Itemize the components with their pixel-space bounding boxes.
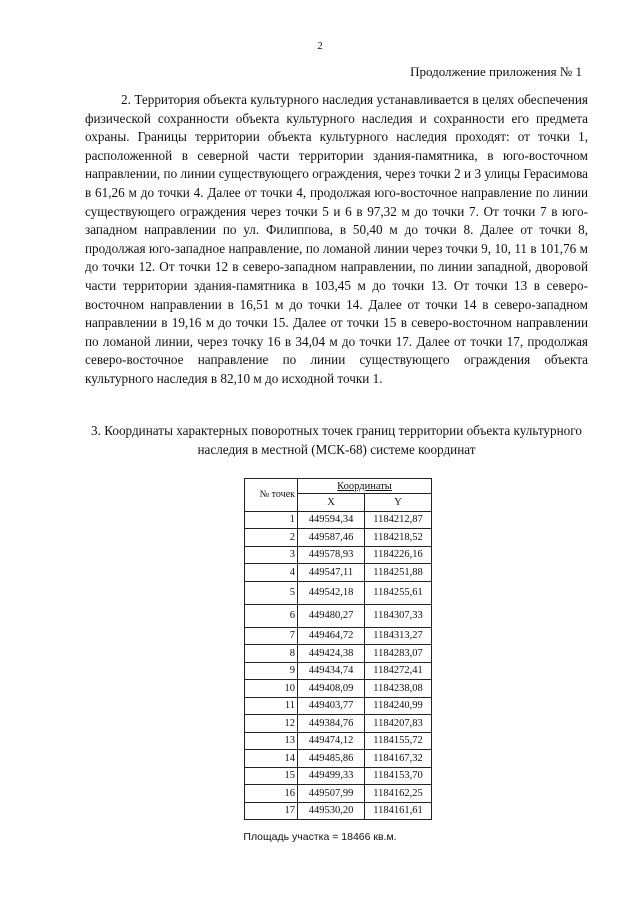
header-point-number: № точек bbox=[245, 479, 298, 512]
y-coordinate-cell: 1184272,41 bbox=[365, 662, 432, 680]
y-coordinate-cell: 1184212,87 bbox=[365, 511, 432, 529]
table-row bbox=[245, 511, 432, 529]
x-coordinate-cell: 449485,86 bbox=[298, 750, 365, 768]
y-coordinate-cell: 1184218,52 bbox=[365, 529, 432, 547]
x-coordinate-cell: 449474,12 bbox=[298, 732, 365, 750]
point-number-cell: 14 bbox=[245, 750, 298, 768]
section-3-heading: 3. Координаты характерных поворотных точек границ территории объекта культурного наследия в местной (МСК-68) системе координат bbox=[91, 423, 582, 457]
y-coordinate-cell: 1184207,83 bbox=[365, 715, 432, 733]
coordinates-table-body bbox=[245, 511, 432, 820]
x-coordinate-cell: 449507,99 bbox=[298, 785, 365, 803]
point-number-cell: 10 bbox=[245, 680, 298, 698]
table-row bbox=[245, 750, 432, 768]
y-coordinate-cell: 1184251,88 bbox=[365, 564, 432, 582]
point-number-cell: 4 bbox=[245, 564, 298, 582]
y-coordinate-cell: 1184155,72 bbox=[365, 732, 432, 750]
point-number-cell: 7 bbox=[245, 627, 298, 645]
y-coordinate-cell: 1184283,07 bbox=[365, 645, 432, 663]
point-number-cell: 17 bbox=[245, 802, 298, 820]
table-row bbox=[245, 546, 432, 564]
y-coordinate-cell: 1184226,16 bbox=[365, 546, 432, 564]
table-row bbox=[245, 785, 432, 803]
x-coordinate-cell: 449424,38 bbox=[298, 645, 365, 663]
point-number-cell: 6 bbox=[245, 604, 298, 627]
y-coordinate-cell: 1184161,61 bbox=[365, 802, 432, 820]
point-number-cell: 9 bbox=[245, 662, 298, 680]
area-note: Площадь участка = 18466 кв.м. bbox=[243, 831, 397, 843]
header-coordinates: Координаты bbox=[298, 479, 432, 494]
x-coordinate-cell: 449542,18 bbox=[298, 581, 365, 604]
x-coordinate-cell: 449547,11 bbox=[298, 564, 365, 582]
x-coordinate-cell: 449434,74 bbox=[298, 662, 365, 680]
y-coordinate-cell: 1184167,32 bbox=[365, 750, 432, 768]
header-x: X bbox=[298, 494, 365, 512]
table-row bbox=[245, 581, 432, 604]
x-coordinate-cell: 449530,20 bbox=[298, 802, 365, 820]
point-number-cell: 12 bbox=[245, 715, 298, 733]
table-row bbox=[245, 604, 432, 627]
table-row bbox=[245, 627, 432, 645]
y-coordinate-cell: 1184153,70 bbox=[365, 767, 432, 785]
point-number-cell: 15 bbox=[245, 767, 298, 785]
x-coordinate-cell: 449480,27 bbox=[298, 604, 365, 627]
point-number-cell: 13 bbox=[245, 732, 298, 750]
x-coordinate-cell: 449499,33 bbox=[298, 767, 365, 785]
x-coordinate-cell: 449578,93 bbox=[298, 546, 365, 564]
y-coordinate-cell: 1184307,33 bbox=[365, 604, 432, 627]
point-number-cell: 1 bbox=[245, 511, 298, 529]
table-row bbox=[245, 732, 432, 750]
table-row bbox=[245, 529, 432, 547]
x-coordinate-cell: 449384,76 bbox=[298, 715, 365, 733]
header-y: Y bbox=[365, 494, 432, 512]
table-row bbox=[245, 645, 432, 663]
table-row bbox=[245, 564, 432, 582]
point-number-cell: 3 bbox=[245, 546, 298, 564]
point-number-cell: 11 bbox=[245, 697, 298, 715]
y-coordinate-cell: 1184240,99 bbox=[365, 697, 432, 715]
table-row bbox=[245, 802, 432, 820]
y-coordinate-cell: 1184238,08 bbox=[365, 680, 432, 698]
section-2-paragraph: 2. Территория объекта культурного наследия устанавливается в целях обеспечения физической сохранности объекта культурного наследия и сохранности его предмета охраны. Границы территории объекта культурного наследия проходят: от точки 1, расположенной в северной части территории здания-памятника, в юго-восточном направлении, по линии существующего ограждения, через точки 2 и 3 улицы Герасимова в 61,26 м до точки 4. Далее от точки 4, продолжая юго-восточное направление по линии существующего ограждения через точки 5 и 6 в 97,32 м до точки 7. От точки 7 в юго-западном направлении по ул. Филиппова, в 50,40 м до точки 8. Далее от точки 8, продолжая юго-западное направление, по ломаной линии через точки 9, 10, 11 в 101,76 м до точки 12. От точки 12 в северо-западном направлении, по линии западной, дворовой части территории здания-памятника в 103,45 м до точки 13. От точки 13 в северо-восточном направлении в 16,51 м до точки 14. Далее от точки 14 в северо-западном направлении в 19,16 м до точки 15. Далее от точки 15 в северо-восточном направлении по ломаной линии, через точку 16 в 34,04 м до точки 17. Далее от точки 17, продолжая северо-восточное направление по линии существующего ограждения объекта культурного наследия в 82,10 м до исходной точки 1. bbox=[85, 92, 588, 386]
point-number-cell: 16 bbox=[245, 785, 298, 803]
coordinates-table bbox=[244, 478, 432, 820]
x-coordinate-cell: 449408,09 bbox=[298, 680, 365, 698]
y-coordinate-cell: 1184162,25 bbox=[365, 785, 432, 803]
table-row bbox=[245, 680, 432, 698]
y-coordinate-cell: 1184313,27 bbox=[365, 627, 432, 645]
x-coordinate-cell: 449594,34 bbox=[298, 511, 365, 529]
page-number: 2 bbox=[317, 40, 323, 52]
point-number-cell: 5 bbox=[245, 581, 298, 604]
table-row bbox=[245, 662, 432, 680]
appendix-continuation-note: Продолжение приложения № 1 bbox=[410, 64, 582, 79]
x-coordinate-cell: 449587,46 bbox=[298, 529, 365, 547]
point-number-cell: 8 bbox=[245, 645, 298, 663]
point-number-cell: 2 bbox=[245, 529, 298, 547]
x-coordinate-cell: 449464,72 bbox=[298, 627, 365, 645]
y-coordinate-cell: 1184255,61 bbox=[365, 581, 432, 604]
table-row bbox=[245, 767, 432, 785]
x-coordinate-cell: 449403,77 bbox=[298, 697, 365, 715]
table-row bbox=[245, 697, 432, 715]
table-row bbox=[245, 715, 432, 733]
